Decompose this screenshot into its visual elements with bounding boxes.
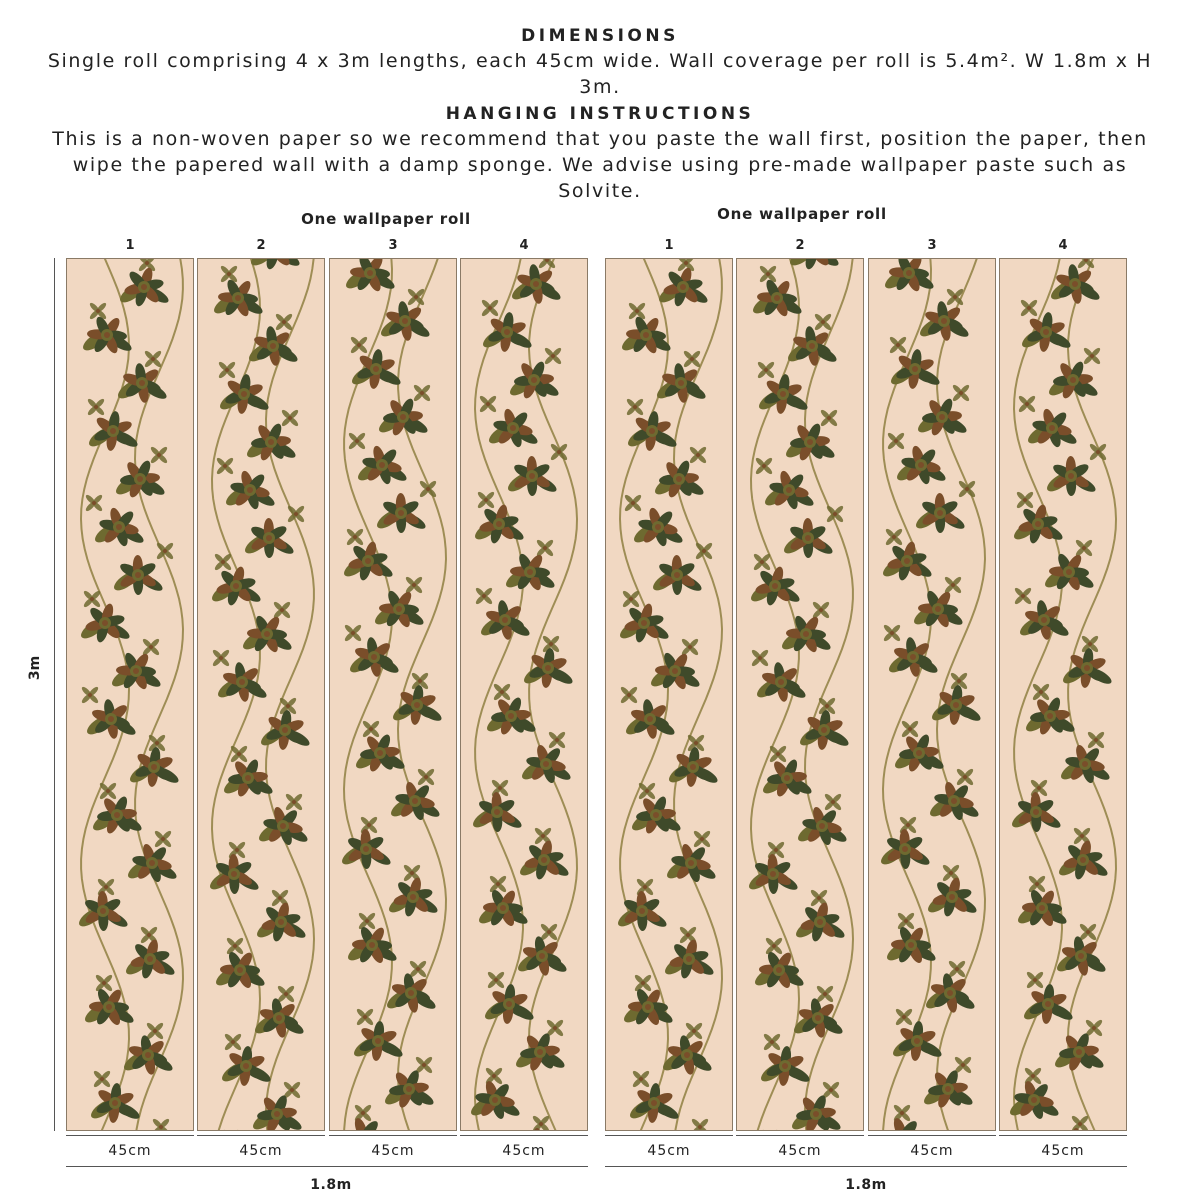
roll-label-2: One wallpaper roll (717, 205, 887, 223)
wallpaper-panel (329, 258, 457, 1131)
roll-label-1: One wallpaper roll (301, 210, 471, 228)
roll-2-panel-number: 2 (795, 238, 805, 253)
roll-2-panel-number: 3 (927, 238, 937, 253)
wallpaper-panel (460, 258, 588, 1131)
roll-1-panel-number: 3 (388, 238, 398, 253)
floral-pattern (869, 259, 995, 1130)
roll-width-label: 1.8m (310, 1177, 352, 1193)
floral-pattern (606, 259, 732, 1130)
panel-width-line (605, 1135, 733, 1136)
panel-width-line (868, 1135, 996, 1136)
panel-width-label: 45cm (502, 1143, 546, 1159)
panel-width-line (66, 1135, 194, 1136)
wallpaper-panel (736, 258, 864, 1131)
panel-width-line (736, 1135, 864, 1136)
wallpaper-panel (197, 258, 325, 1131)
roll-1-panel-number: 4 (519, 238, 529, 253)
panel-width-label: 45cm (108, 1143, 152, 1159)
dimensions-text: Single roll comprising 4 x 3m lengths, each 45cm wide. Wall coverage per roll is 5.4m². W 1.8m x H 3m. (47, 50, 1153, 98)
floral-pattern (461, 259, 587, 1130)
floral-pattern (198, 259, 324, 1130)
panel-width-line (329, 1135, 457, 1136)
roll-width-label: 1.8m (845, 1177, 887, 1193)
roll-2-panel-number: 1 (664, 238, 674, 253)
roll-2-panel-number: 4 (1058, 238, 1068, 253)
roll-width-line (66, 1166, 588, 1167)
panel-width-line (999, 1135, 1127, 1136)
hanging-instructions-heading: HANGING INSTRUCTIONS (445, 104, 755, 124)
roll-1-panel-number: 2 (256, 238, 266, 253)
panel-width-label: 45cm (239, 1143, 283, 1159)
height-dimension-line (54, 258, 55, 1131)
dimensions-heading: DIMENSIONS (521, 26, 679, 46)
height-label: 3m (27, 655, 43, 681)
wallpaper-panel (605, 258, 733, 1131)
roll-width-line (605, 1166, 1127, 1167)
panel-width-label: 45cm (1041, 1143, 1085, 1159)
floral-pattern (330, 259, 456, 1130)
floral-pattern (1000, 259, 1126, 1130)
floral-pattern (737, 259, 863, 1130)
roll-1-panel-number: 1 (125, 238, 135, 253)
floral-pattern (67, 259, 193, 1130)
wallpaper-panel (999, 258, 1127, 1131)
panel-width-line (460, 1135, 588, 1136)
panel-width-line (197, 1135, 325, 1136)
panel-width-label: 45cm (910, 1143, 954, 1159)
wallpaper-panel (868, 258, 996, 1131)
panel-width-label: 45cm (778, 1143, 822, 1159)
panel-width-label: 45cm (371, 1143, 415, 1159)
wallpaper-panel (66, 258, 194, 1131)
panel-width-label: 45cm (647, 1143, 691, 1159)
hanging-instructions-text: This is a non-woven paper so we recommend that you paste the wall first, position the paper, then wipe the papered wall with a damp sponge. We advise using pre-made wallpaper paste such as Solvite. (52, 128, 1148, 202)
